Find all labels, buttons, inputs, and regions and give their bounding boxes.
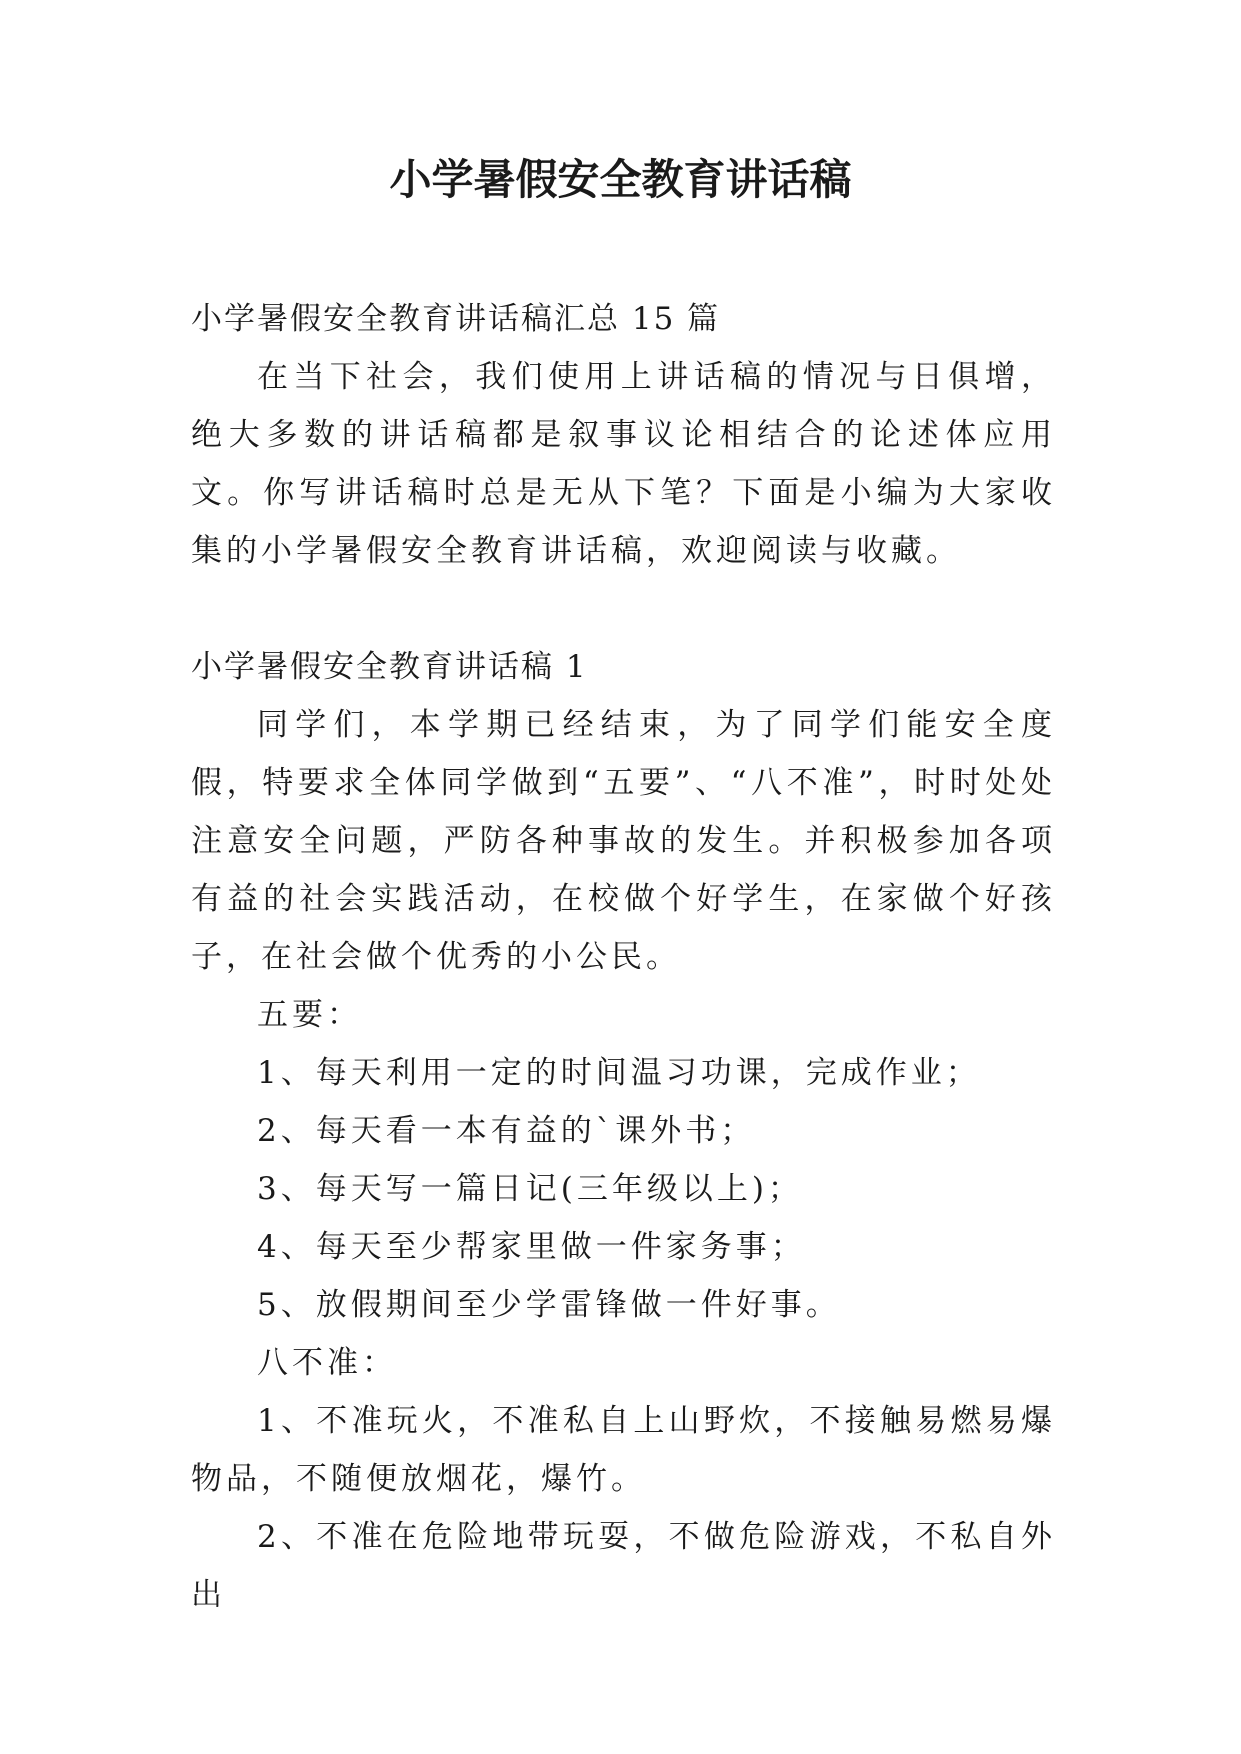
document-title: 小学暑假安全教育讲话稿 <box>389 155 852 204</box>
list-item: 2、不准在危险地带玩耍，不做危险游戏，不私自外出 <box>191 1519 1056 1613</box>
section-heading: 小学暑假安全教育讲话稿 1 <box>191 649 588 685</box>
intro-paragraph: 在当下社会，我们使用上讲话稿的情况与日俱增，绝大多数的讲话稿都是叙事议论相结合的论述体应用文。你写讲话稿时总是无从下笔？下面是小编为大家收集的小学暑假安全教育讲话稿，欢迎阅读与收藏。 <box>191 359 1056 569</box>
eight-nots-label: 八不准： <box>257 1345 397 1381</box>
list-item: 5、放假期间至少学雷锋做一件好事。 <box>257 1287 841 1323</box>
document-subtitle: 小学暑假安全教育讲话稿汇总 15 篇 <box>191 301 721 337</box>
document-body <box>191 290 1056 1624</box>
list-item: 1、每天利用一定的时间温习功课，完成作业； <box>257 1055 981 1091</box>
section-spacer <box>191 580 1056 638</box>
five-musts-label: 五要： <box>257 997 362 1033</box>
list-item: 1、不准玩火，不准私自上山野炊，不接触易燃易爆物品，不随便放烟花，爆竹。 <box>191 1403 1056 1497</box>
list-item: 2、每天看一本有益的`课外书； <box>257 1113 756 1149</box>
list-item: 3、每天写一篇日记(三年级以上)； <box>257 1171 803 1207</box>
section-paragraph: 同学们，本学期已经结束，为了同学们能安全度假，特要求全体同学做到“五要”、“八不准”，时时处处注意安全问题，严防各种事故的发生。并积极参加各项有益的社会实践活动，在校做个好学生，在家做个好孩子，在社会做个优秀的小公民。 <box>191 707 1056 975</box>
list-item: 4、每天至少帮家里做一件家务事； <box>257 1229 806 1265</box>
